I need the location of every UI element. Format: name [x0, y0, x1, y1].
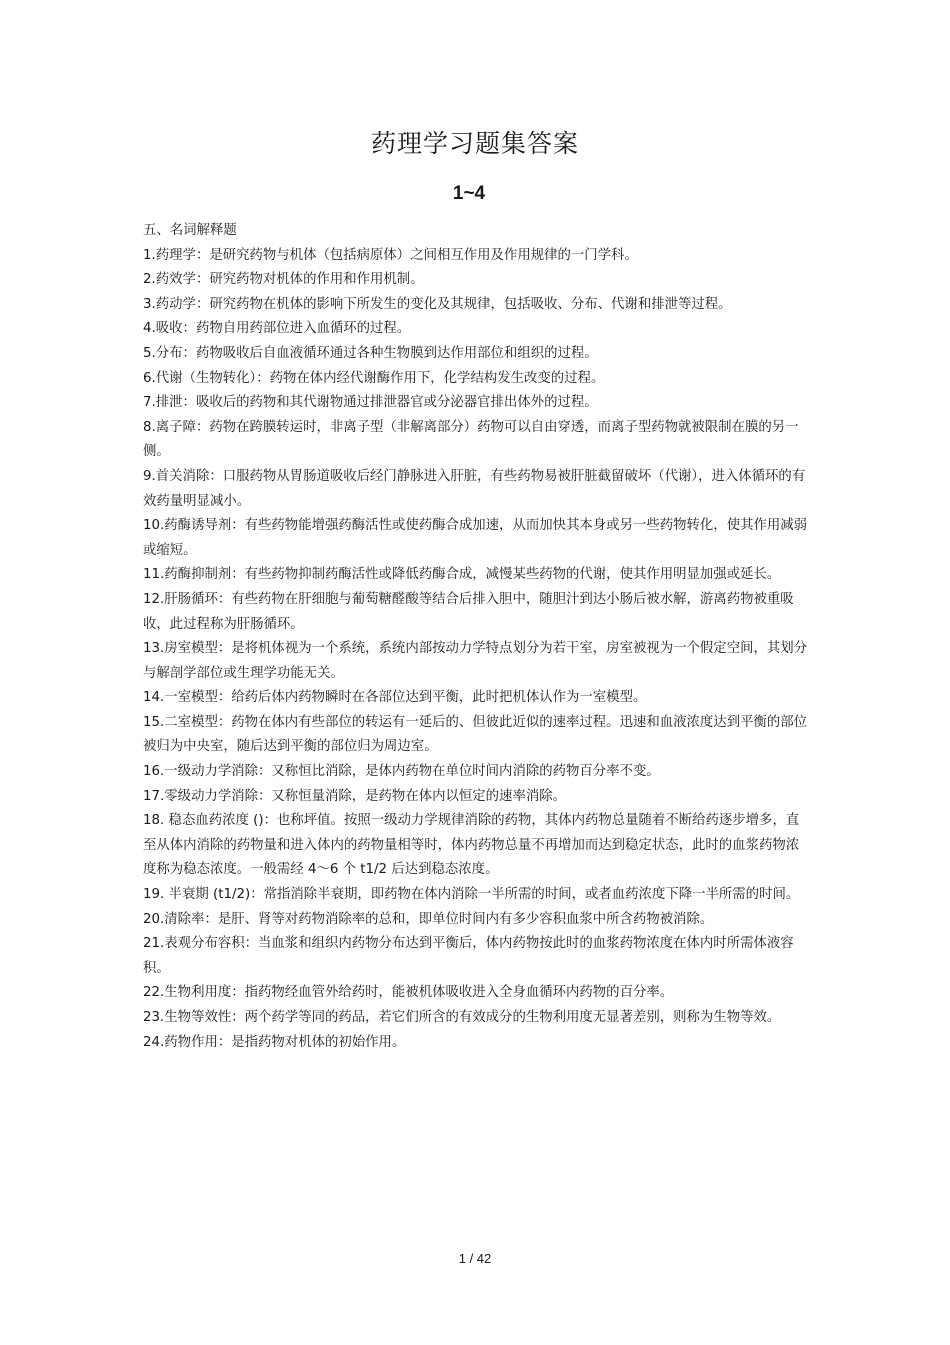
- term-entry: 6.代谢（生物转化）：药物在体内经代谢酶作用下，化学结构发生改变的过程。: [143, 370, 605, 386]
- term-entry: 14.一室模型：给药后体内药物瞬时在各部位达到平衡，此时把机体认作为一室模型。: [143, 690, 647, 706]
- term-entry: 2.药效学：研究药物对机体的作用和作用机制。: [143, 272, 424, 288]
- term-entry: 11.药酶抑制剂：有些药物抑制药酶活性或降低药酶合成，减慢某些药物的代谢，使其作用明显加强或延长。: [143, 567, 781, 583]
- term-entry: 20.清除率：是肝、肾等对药物消除率的总和，即单位时间内有多少容积血浆中所含药物被消除。: [143, 911, 714, 927]
- term-entry: 1.药理学：是研究药物与机体（包括病原体）之间相互作用及作用规律的一门学科。: [143, 247, 638, 263]
- term-entry: 5.分布：药物吸收后自血液循环通过各种生物膜到达作用部位和组织的过程。: [143, 345, 598, 361]
- term-entry: 16.一级动力学消除：又称恒比消除，是体内药物在单位时间内消除的药物百分率不变。: [143, 764, 660, 780]
- term-entry: 13.房室模型：是将机体视为一个系统，系统内部按动力学特点划分为若干室，房室被视为一个假定空间，其划分与解剖学部位或生理学功能无关。: [143, 641, 808, 681]
- term-entry: 18. 稳态血药浓度 ()：也称坪值。按照一级动力学规律消除的药物，其体内药物总量随着不断给药逐步增多，直至从体内消除的药物量和进入体内的药物量相等时，体内药物总量不再增加而达到稳定状态，此时的血浆药物浓度称为稳态浓度。一般需经 4～6 个 t1/2 后达到稳态浓度。: [143, 813, 800, 878]
- term-entry: 3.药动学：研究药物在机体的影响下所发生的变化及其规律，包括吸收、分布、代谢和排泄等过程。: [143, 296, 732, 312]
- document-body: [143, 219, 808, 1055]
- chapter-range: 1~4: [452, 183, 486, 204]
- section-heading: 五、名词解释题: [143, 223, 237, 238]
- term-entry: 19. 半衰期 (t1/2)：常指消除半衰期，即药物在体内消除一半所需的时间，或者血药浓度下降一半所需的时间。: [143, 887, 800, 903]
- term-entry: 12.肝肠循环：有些药物在肝细胞与葡萄糖醛酸等结合后排入胆中，随胆汁到达小肠后被水解，游离药物被重吸收，此过程称为肝肠循环。: [143, 591, 794, 632]
- document-title: 药理学习题集答案: [370, 129, 579, 158]
- page-number: 1 / 42: [458, 1251, 492, 1266]
- term-entry: 4.吸收：药物自用药部位进入血循环的过程。: [143, 321, 411, 337]
- term-entry: 15.二室模型：药物在体内有些部位的转运有一延后的、但彼此近似的速率过程。迅速和血液浓度达到平衡的部位被归为中央室，随后达到平衡的部位归为周边室。: [143, 714, 808, 755]
- term-entry: 23.生物等效性：两个药学等同的药品，若它们所含的有效成分的生物利用度无显著差别，则称为生物等效。: [143, 1010, 781, 1025]
- term-entry: 8.离子障：药物在跨膜转运时，非离子型（非解离部分）药物可以自由穿透，而离子型药物就被限制在膜的另一侧。: [143, 419, 799, 460]
- term-entry: 24.药物作用：是指药物对机体的初始作用。: [143, 1034, 406, 1050]
- term-entry: 22.生物利用度：指药物经血管外给药时，能被机体吸收进入全身血循环内药物的百分率。: [143, 985, 674, 1001]
- term-entry: 17.零级动力学消除：又称恒量消除，是药物在体内以恒定的速率消除。: [143, 788, 567, 804]
- term-entry: 7.排泄：吸收后的药物和其代谢物通过排泄器官或分泌器官排出体外的过程。: [143, 395, 598, 411]
- term-entry: 10.药酶诱导剂：有些药物能增强药酶活性或使药酶合成加速，从而加快其本身或另一些药物转化，使其作用减弱或缩短。: [143, 518, 808, 558]
- term-entry: 9.首关消除：口服药物从胃肠道吸收后经门静脉进入肝脏，有些药物易被肝脏截留破坏（代谢），进入体循环的有效药量明显减小。: [143, 468, 806, 509]
- term-entry: 21.表观分布容积：当血浆和组织内药物分布达到平衡后，体内药物按此时的血浆药物浓度在体内时所需体液容积。: [143, 936, 794, 976]
